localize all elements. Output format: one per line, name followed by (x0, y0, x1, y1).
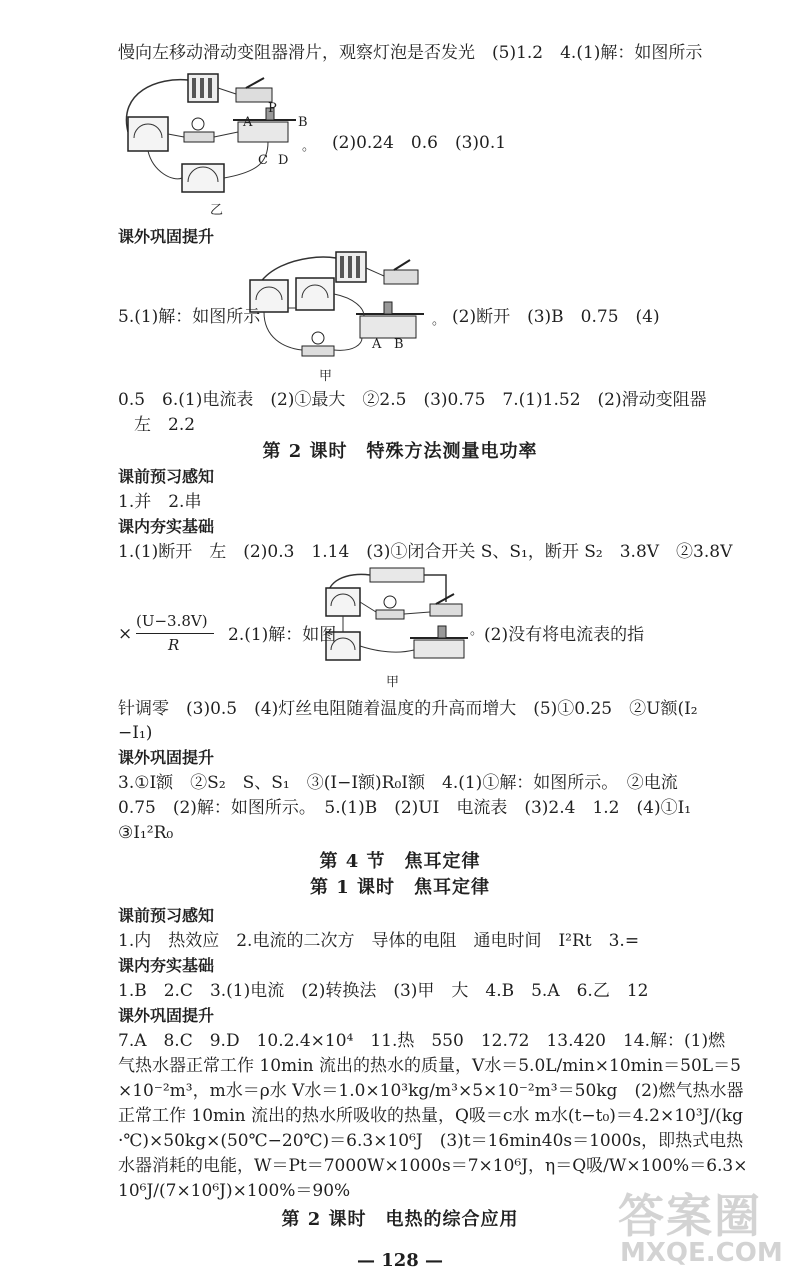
answer-line: (2)0.24 0.6 (3)0.1 (332, 133, 507, 153)
answer-line: 7.A 8.C 9.D 10.2.4×10⁴ 11.热 550 12.72 13.420 14.解：(1)燃 (118, 1031, 726, 1051)
circuit-diagram-jia-2 (318, 562, 468, 672)
fraction-numerator: (U−3.8V) (136, 612, 208, 630)
answer-line: 5.(1)解：如图所示 (118, 307, 261, 327)
answer-line: (2)断开 (3)B 0.75 (4) (452, 307, 660, 327)
diagram-label-A: A (372, 337, 382, 352)
lesson-title: 第 2 课时 电热的综合应用 (281, 1209, 519, 1230)
fraction-denominator: R (168, 636, 180, 654)
section-heading: 课内夯实基础 (118, 956, 215, 975)
diagram-label-D: D (278, 153, 289, 168)
section-heading: 课外巩固提升 (118, 227, 215, 246)
answer-line: 1.(1)断开 左 (2)0.3 1.14 (3)①闭合开关 S、S₁，断开 S₂ 3.8V ②3.8V (118, 542, 733, 562)
lesson-title: 第 2 课时 特殊方法测量电功率 (262, 441, 538, 462)
section-heading: 课内夯实基础 (118, 517, 215, 536)
answer-line: 水器消耗的电能，W＝Pt＝7000W×1000s＝7×10⁶J，η＝Q吸/W×100%＝6.3× (118, 1156, 748, 1176)
answer-line: −I₁) (118, 723, 153, 743)
diagram-label-P: P (268, 101, 277, 116)
diagram-dot: 。 (432, 313, 446, 328)
diagram-label-C: C (258, 153, 268, 168)
answer-line: 1.内 热效应 2.电流的二次方 导体的电阻 通电时间 I²Rt 3.= (118, 931, 640, 951)
section-heading: 课前预习感知 (118, 906, 215, 925)
section-heading: 课外巩固提升 (118, 1006, 215, 1025)
answer-line: 针调零 (3)0.5 (4)灯丝电阻随着温度的升高而增大 (5)①0.25 ②U额(I₂ (118, 699, 698, 719)
fraction-prefix: × (118, 624, 133, 644)
lesson-title: 第 1 课时 焦耳定律 (309, 877, 491, 898)
answer-line: ·℃)×50kg×(50℃−20℃)＝6.3×10⁶J (3)t＝16min40s＝1000s，即热式电热 (118, 1131, 744, 1151)
answer-line: ③I₁²R₀ (118, 823, 174, 843)
diagram-label-A: A (243, 115, 253, 130)
answer-line: 0.5 6.(1)电流表 (2)①最大 ②2.5 (3)0.75 7.(1)1.52 (2)滑动变阻器 (118, 390, 707, 410)
answer-line: ×10⁻²m³，m水＝ρ水 V水＝1.0×10³kg/m³×5×10⁻²m³＝50kg (2)燃气热水器 (118, 1081, 744, 1101)
watermark-logo (598, 1180, 788, 1275)
answer-line: 1.并 2.串 (118, 492, 202, 512)
answer-line: 1.B 2.C 3.(1)电流 (2)转换法 (3)甲 大 4.B 5.A 6.乙 12 (118, 981, 649, 1001)
answer-line: 2.(1)解：如图 (228, 625, 337, 645)
answer-line: 10⁶J/(7×10⁶J)×100%＝90% (118, 1181, 351, 1201)
answer-line: 气热水器正常工作 10min 流出的热水的质量，V水＝5.0L/min×10min＝50L＝5 (118, 1056, 741, 1076)
answer-line: 0.75 (2)解：如图所示。 5.(1)B (2)UI 电流表 (3)2.4 1.2 (4)①I₁ (118, 798, 692, 818)
diagram-label-B: B (394, 337, 404, 352)
watermark-url: MXQE.COM (620, 1238, 783, 1268)
diagram-dot: 。 (470, 623, 484, 638)
page-number: — 128 — (356, 1250, 444, 1271)
section-heading: 课前预习感知 (118, 467, 215, 486)
diagram-label-B: B (298, 115, 308, 130)
section-heading: 课外巩固提升 (118, 748, 215, 767)
answer-line: 慢向左移动滑动变阻器滑片，观察灯泡是否发光 (5)1.2 4.(1)解：如图所示 (118, 43, 703, 63)
answer-line: 3.①I额 ②S₂ S、S₁ ③(I−I额)R₀I额 4.(1)①解：如图所示。 ②电流 (118, 773, 678, 793)
fraction-expression (118, 612, 228, 658)
watermark-text: 答案圈 (618, 1189, 762, 1243)
circuit-diagram-jia-1 (244, 248, 444, 368)
answer-line: 左 2.2 (134, 415, 196, 435)
answer-line: 正常工作 10min 流出的热水所吸收的热量，Q吸＝c水 m水(t−t₀)＝4.2×10³J/(kg (118, 1106, 743, 1126)
diagram-dot: 。 (302, 139, 316, 154)
circuit-diagram-yi (118, 72, 318, 202)
diagram-caption-jia: 甲 (386, 675, 400, 690)
diagram-caption-yi: 乙 (210, 203, 224, 218)
answer-line: (2)没有将电流表的指 (484, 625, 645, 645)
section-title: 第 4 节 焦耳定律 (319, 851, 481, 872)
diagram-caption-jia: 甲 (319, 369, 333, 384)
fraction-bar (136, 633, 214, 634)
